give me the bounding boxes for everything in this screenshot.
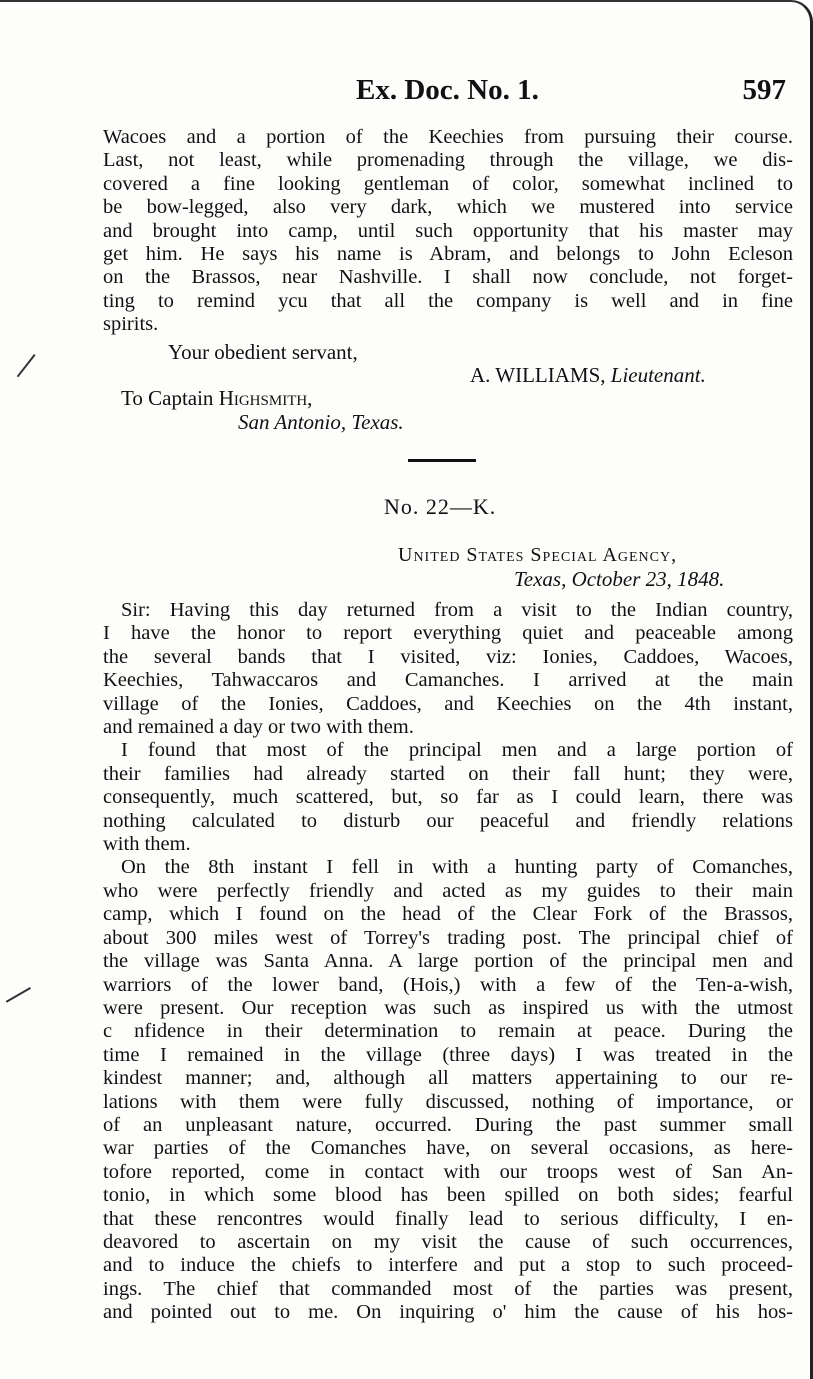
text-line: and pointed out to me. On inquiring o' him the cause of his hos- xyxy=(103,1301,793,1324)
text-line: of an unpleasant nature, occurred. During the past summer small xyxy=(103,1113,793,1136)
text-line: nothing calculated to disturb our peaceful and friendly relations xyxy=(103,809,793,832)
text-line: covered a fine looking gentleman of color, somewhat inclined to xyxy=(103,172,793,195)
text-line: be bow-legged, also very dark, which we mustered into service xyxy=(103,196,793,219)
addressee xyxy=(121,386,312,411)
page-number: 597 xyxy=(742,74,786,106)
letter-body xyxy=(103,126,793,337)
report-body xyxy=(103,599,793,1325)
text-line: with them. xyxy=(103,833,191,856)
text-line: c nfidence in their determination to remain at peace. During the xyxy=(103,1020,793,1043)
text-line: spirits. xyxy=(103,313,159,336)
text-line: ings. The chief that commanded most of the parties was present, xyxy=(103,1277,793,1300)
text-line: I found that most of the principal men and a large portion of xyxy=(121,739,793,762)
section-rule xyxy=(408,459,476,462)
text-line: village of the Ionies, Caddoes, and Keechies on the 4th instant, xyxy=(103,692,793,715)
document-title: Ex. Doc. No. 1. xyxy=(356,74,539,106)
text-line: On the 8th instant I fell in with a hunting party of Comanches, xyxy=(121,856,793,879)
text-line: lations with them were fully discussed, nothing of importance, or xyxy=(103,1090,793,1113)
text-line: Wacoes and a portion of the Keechies from pursuing their course. xyxy=(103,126,793,148)
text-line: time I remained in the village (three days) I was treated in the xyxy=(103,1043,793,1066)
letter-date: Texas, October 23, 1848. xyxy=(514,567,725,591)
closing-line: Your obedient servant, xyxy=(168,340,358,364)
page-header xyxy=(356,74,796,114)
agency-heading: United States Special Agency, xyxy=(398,544,678,566)
text-line: were present. Our reception was such as inspired us with the utmost xyxy=(103,996,793,1019)
text-line: their families had already started on their fall hunt; they were, xyxy=(103,762,793,785)
text-line: tofore reported, come in contact with our troops west of San An- xyxy=(103,1160,793,1183)
addressee-place xyxy=(238,410,404,435)
text-line: about 300 miles west of Torrey's trading post. The principal chief of xyxy=(103,926,793,949)
addressee-name: Highsmith, xyxy=(218,386,313,410)
text-line: that these rencontres would finally lead to serious difficulty, I en- xyxy=(103,1207,793,1230)
text-line: the several bands that I visited, viz: Ionies, Caddoes, Wacoes, xyxy=(103,645,793,668)
text-line: tonio, in which some blood has been spilled on both sides; fearful xyxy=(103,1184,793,1207)
signature-title: Lieutenant. xyxy=(610,363,706,387)
margin-mark xyxy=(17,354,36,377)
text-line: war parties of the Comanches have, on several occasions, as here- xyxy=(103,1137,793,1160)
text-line: the village was Santa Anna. A large portion of the principal men and xyxy=(103,950,793,973)
text-line: kindest manner; and, although all matters appertaining to our re- xyxy=(103,1067,793,1090)
text-line: on the Brassos, near Nashville. I shall now conclude, not forget- xyxy=(103,266,793,289)
text-line: Last, not least, while promenading through the village, we dis- xyxy=(103,149,793,172)
text-line: warriors of the lower band, (Hois,) with a few of the Ten-a-wish, xyxy=(103,973,793,996)
addressee-prefix: To Captain xyxy=(121,386,214,410)
text-line: and brought into camp, until such opportunity that his master may xyxy=(103,219,793,242)
text-line: ting to remind ycu that all the company is well and in fine xyxy=(103,289,793,312)
document-number: No. 22—K. xyxy=(384,494,497,519)
text-line: deavored to ascertain on my visit the cause of such occurrences, xyxy=(103,1230,793,1253)
text-line: get him. He says his name is Abram, and belongs to John Ecleson xyxy=(103,243,793,266)
text-line: who were perfectly friendly and acted as my guides to their main xyxy=(103,879,793,902)
text-line: I have the honor to report everything quiet and peaceable among xyxy=(103,622,793,645)
text-line: consequently, much scattered, but, so far as I could learn, there was xyxy=(103,786,793,809)
signature-name: A. WILLIAMS, xyxy=(470,363,606,387)
margin-mark xyxy=(6,987,31,1003)
text-line: Keechies, Tahwaccaros and Camanches. I arrived at the main xyxy=(103,669,793,692)
addressee-place-text: San Antonio, Texas. xyxy=(238,410,404,434)
signature xyxy=(470,363,706,388)
text-line: camp, which I found on the head of the Clear Fork of the Brassos, xyxy=(103,903,793,926)
text-line: and to induce the chiefs to interfere and put a stop to such proceed- xyxy=(103,1254,793,1277)
text-line: and remained a day or two with them. xyxy=(103,716,414,739)
text-line: Sir: Having this day returned from a visit to the Indian country, xyxy=(121,599,793,621)
